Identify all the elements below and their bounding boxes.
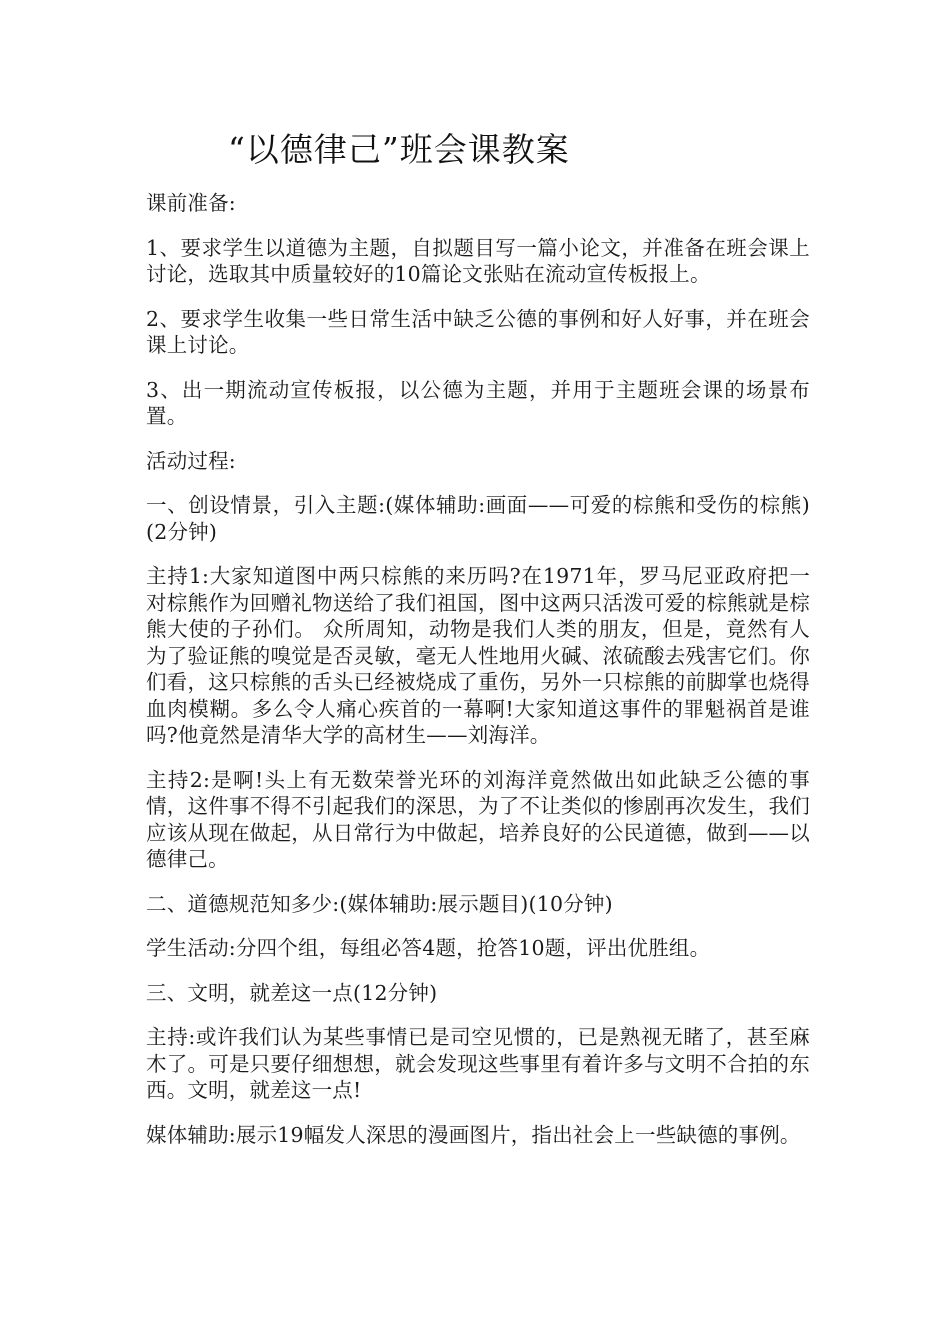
document-title: “以德律己”班会课教案 xyxy=(228,130,570,169)
host-2-paragraph: 主持2:是啊!头上有无数荣誉光环的刘海洋竟然做出如此缺乏公德的事情，这件事不得不引起我们的深思，为了不让类似的惨剧再次发生，我们应该从现在做起，从日常行为中做起，培养良好的公民道德，做到——以德律己。 xyxy=(146,767,810,871)
preparation-item-2: 2、要求学生收集一些日常生活中缺乏公德的事例和好人好事，并在班会课上讨论。 xyxy=(146,306,810,357)
document-body xyxy=(146,190,810,1166)
preparation-item-1: 1、要求学生以道德为主题，自拟题目写一篇小论文，并准备在班会课上讨论，选取其中质量较好的10篇论文张贴在流动宣传板报上。 xyxy=(146,235,810,286)
host-paragraph: 主持:或许我们认为某些事情已是司空见惯的，已是熟视无睹了，甚至麻木了。可是只要仔细想想，就会发现这些事里有着许多与文明不合拍的东西。文明，就差这一点! xyxy=(146,1025,810,1102)
host-1-paragraph: 主持1:大家知道图中两只棕熊的来历吗?在1971年，罗马尼亚政府把一对棕熊作为回赠礼物送给了我们祖国，图中这两只活泼可爱的棕熊就是棕熊大使的子孙们。 众所周知，动物是我们人类的朋友，但是，竟然有人为了验证熊的嗅觉是否灵敏，毫无人性地用火碱、浓硫酸去残害它们。你们看，这只棕熊的舌头已经被烧成了重伤，另外一只棕熊的前脚掌也烧得血肉模糊。多么令人痛心疾首的一幕啊!大家知道这事件的罪魁祸首是谁吗?他竟然是清华大学的高材生——刘海洋。 xyxy=(146,564,810,747)
step-heading-2: 二、道德规范知多少:(媒体辅助:展示题目)(10分钟) xyxy=(146,891,613,916)
preparation-item-3: 3、出一期流动宣传板报，以公德为主题，并用于主题班会课的场景布置。 xyxy=(146,377,810,428)
student-activity-paragraph: 学生活动:分四个组，每组必答4题，抢答10题，评出优胜组。 xyxy=(146,936,711,960)
step-heading-3: 三、文明，就差这一点(12分钟) xyxy=(146,980,438,1005)
media-aid-paragraph: 媒体辅助:展示19幅发人深思的漫画图片，指出社会上一些缺德的事例。 xyxy=(146,1122,801,1147)
section-heading-process: 活动过程: xyxy=(146,448,236,473)
step-heading-1: 一、创设情景，引入主题:(媒体辅助:画面——可爱的棕熊和受伤的棕熊)(2分钟) xyxy=(146,493,810,544)
section-heading-preparation: 课前准备: xyxy=(146,191,236,215)
